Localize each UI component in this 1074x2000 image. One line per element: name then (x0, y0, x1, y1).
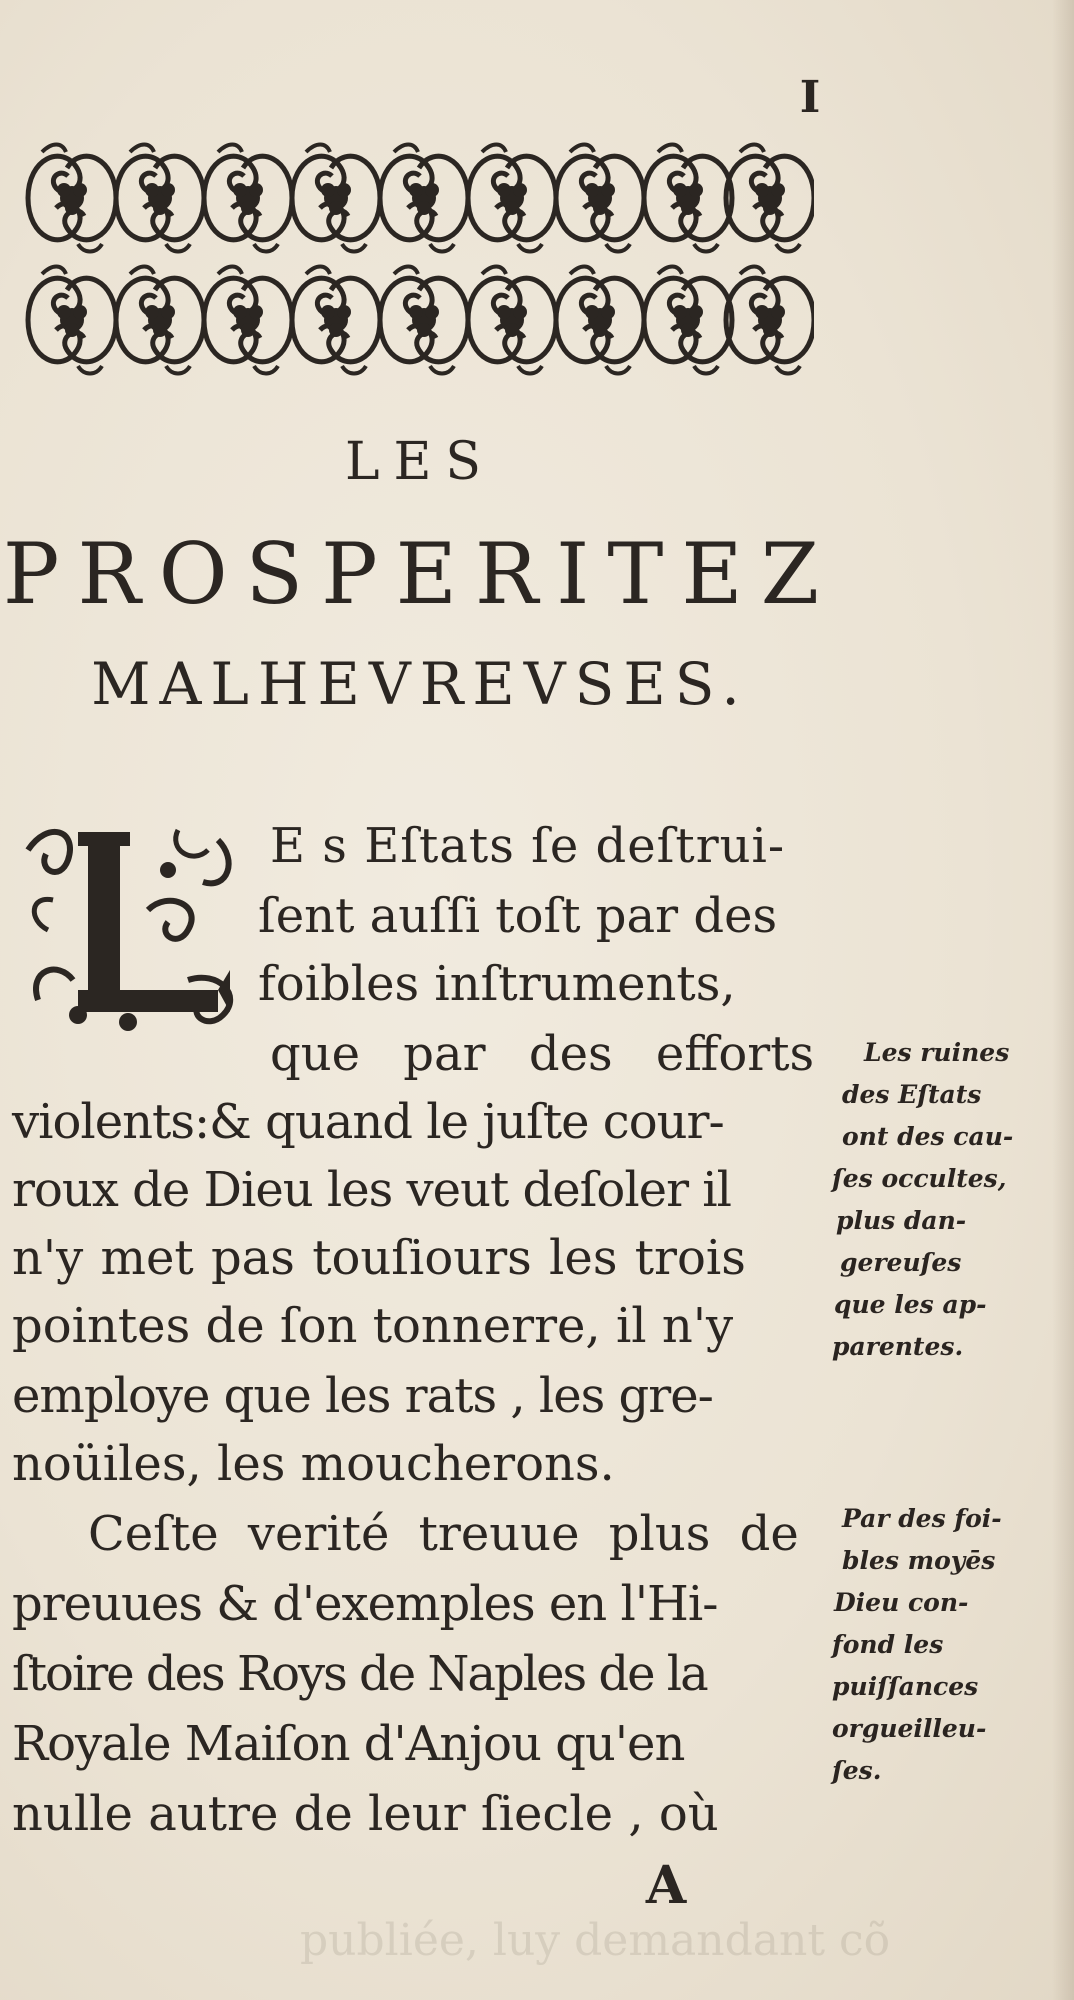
body-line-12: preuues & d'exemples en l'Hi- (12, 1576, 718, 1632)
title-line-2: PROSPERITEZ (2, 525, 838, 623)
body-line-6: roux de Dieu les veut deſoler il (12, 1162, 731, 1218)
margin-note-2-line-5: puiſſances (832, 1672, 979, 1701)
margin-note-1-line-4: ſes occultes, (832, 1164, 1007, 1193)
margin-note-2-line-2: bles moyēs (842, 1546, 996, 1575)
body-line-9: employe que les rats , les gre- (12, 1368, 713, 1424)
margin-note-2-line-6: orgueilleu- (832, 1714, 987, 1743)
bleed-through-text: publiée, luy demandant cõ (300, 1915, 891, 1966)
title-line-3: MALHEVREVSES. (91, 650, 749, 718)
body-line-5: violents:& quand le juſte cour- (12, 1094, 724, 1150)
body-line-13: ſtoire des Roys de Naples de la (12, 1646, 707, 1702)
body-line-4: que par des efforts (270, 1026, 815, 1082)
margin-note-1 (830, 1032, 1070, 1368)
margin-note-1-line-1: Les ruines (864, 1038, 1010, 1067)
body-line-10: noüiles, les moucherons. (12, 1436, 615, 1492)
margin-note-2-line-4: fond les (832, 1630, 944, 1659)
body-line-1: E s Eſtats ſe deſtrui- (270, 818, 786, 874)
page-number: I (799, 72, 821, 123)
body-line-15: nulle autre de leur ſiecle , où (12, 1786, 719, 1842)
body-line-3: foibles inſtruments, (258, 956, 736, 1012)
body-line-7: n'y met pas touſiours les trois (12, 1230, 746, 1286)
margin-note-2-line-3: Dieu con- (834, 1588, 969, 1617)
body-line-2: ſent auſſi toſt par des (258, 888, 778, 944)
margin-note-2 (830, 1498, 1070, 1792)
body-line-11: Ceſte verité treuue plus de (88, 1506, 799, 1562)
decorated-initial-L (18, 810, 248, 1035)
margin-note-2-line-1: Par des foi- (842, 1504, 1002, 1533)
ornamental-headpiece (22, 138, 814, 383)
margin-note-1-line-2: des Eſtats (842, 1080, 982, 1109)
body-line-14: Royale Maiſon d'Anjou qu'en (12, 1716, 685, 1772)
signature-mark: A (645, 1855, 687, 1916)
margin-note-1-line-5: plus dan- (836, 1206, 967, 1235)
margin-note-1-line-7: que les ap- (834, 1290, 987, 1319)
title-line-1: LES (344, 432, 496, 492)
margin-note-1-line-6: gereuſes (840, 1248, 962, 1277)
margin-note-1-line-3: ont des cau- (842, 1122, 1014, 1151)
body-line-8: pointes de ſon tonnerre, il n'y (12, 1298, 734, 1354)
margin-note-1-line-8: parentes. (832, 1332, 964, 1361)
margin-note-2-line-7: ſes. (832, 1756, 882, 1785)
